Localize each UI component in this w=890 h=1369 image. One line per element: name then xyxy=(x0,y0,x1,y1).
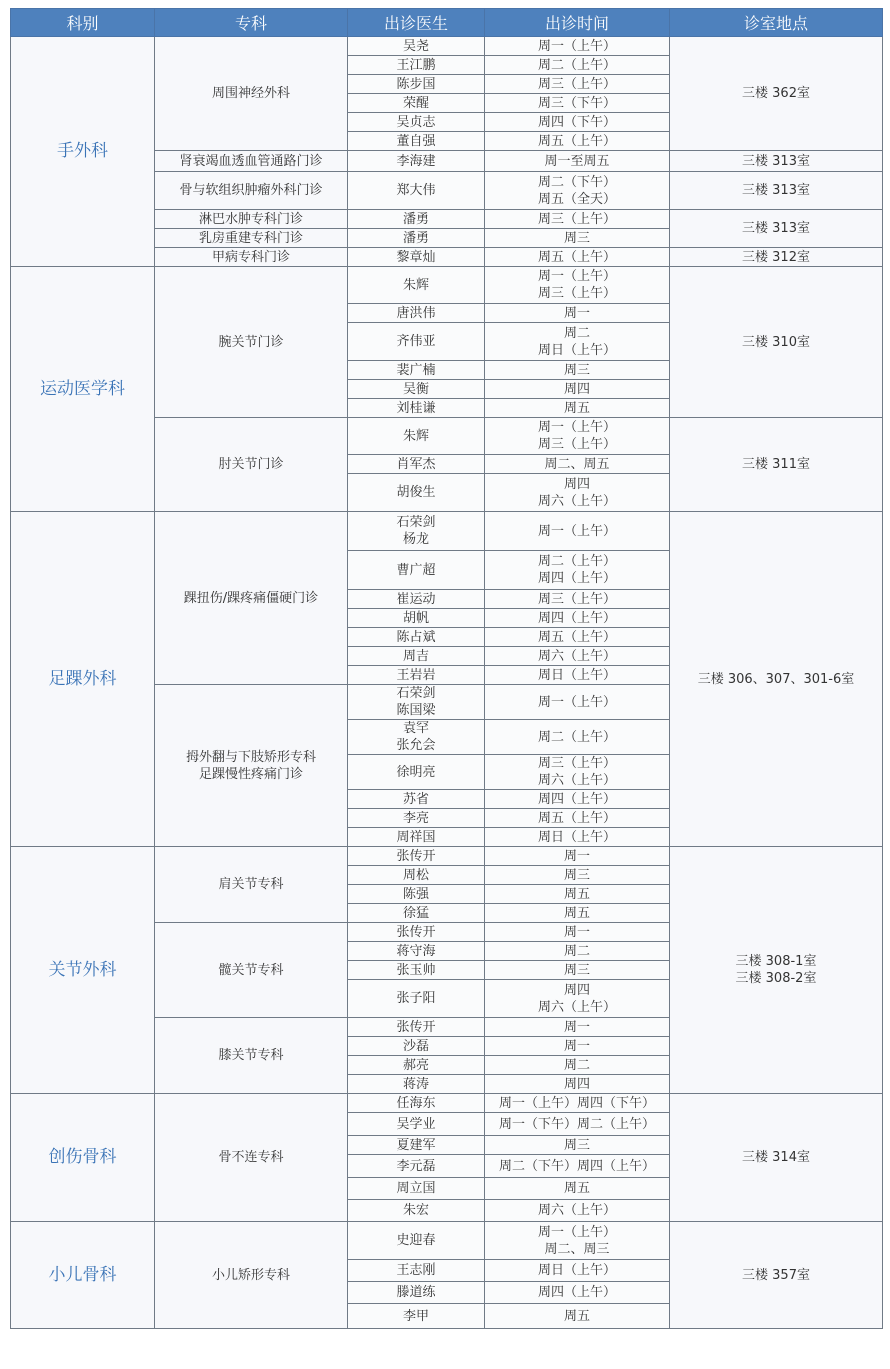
time-cell: 周三（上午） xyxy=(485,210,670,229)
doctor-cell: 刘桂谦 xyxy=(348,399,485,418)
time-cell: 周五（上午） xyxy=(485,628,670,647)
doctor-cell: 董自强 xyxy=(348,132,485,151)
time-cell: 周一 xyxy=(485,304,670,323)
doctor-cell: 黎章灿 xyxy=(348,248,485,267)
doctor-cell: 张子阳 xyxy=(348,980,485,1018)
doctor-cell: 陈步国 xyxy=(348,75,485,94)
time-cell: 周一（上午） xyxy=(485,37,670,56)
specialty-cell: 髋关节专科 xyxy=(155,923,348,1018)
room-cell: 三楼 313室 xyxy=(670,210,883,248)
time-cell: 周二 xyxy=(485,1056,670,1075)
doctor-cell: 朱宏 xyxy=(348,1200,485,1222)
time-cell: 周一（下午）周二（上午） xyxy=(485,1113,670,1136)
doctor-cell: 张传开 xyxy=(348,1018,485,1037)
time-cell: 周一（上午） xyxy=(485,685,670,720)
time-cell: 周一（上午） 周三（上午） xyxy=(485,418,670,455)
header-row xyxy=(11,9,883,37)
doctor-cell: 沙磊 xyxy=(348,1037,485,1056)
time-cell: 周一至周五 xyxy=(485,151,670,172)
time-cell: 周二（上午） xyxy=(485,720,670,755)
time-cell: 周五（上午） xyxy=(485,132,670,151)
specialty-cell: 腕关节门诊 xyxy=(155,267,348,418)
doctor-cell: 荣醒 xyxy=(348,94,485,113)
doctor-cell: 袁罕 张允会 xyxy=(348,720,485,755)
specialty-cell: 甲病专科门诊 xyxy=(155,248,348,267)
doctor-cell: 李亮 xyxy=(348,809,485,828)
header-doctor: 出诊医生 xyxy=(348,9,485,37)
time-cell: 周一 xyxy=(485,923,670,942)
time-cell: 周三（下午） xyxy=(485,94,670,113)
doctor-cell: 任海东 xyxy=(348,1094,485,1113)
doctor-cell: 齐伟亚 xyxy=(348,323,485,361)
time-cell: 周一 xyxy=(485,1037,670,1056)
time-cell: 周二（下午）周四（上午） xyxy=(485,1155,670,1178)
specialty-cell: 拇外翻与下肢矫形专科 足踝慢性疼痛门诊 xyxy=(155,685,348,847)
time-cell: 周四 xyxy=(485,1075,670,1094)
room-cell: 三楼 306、307、301-6室 xyxy=(670,512,883,847)
doctor-cell: 潘勇 xyxy=(348,229,485,248)
room-cell: 三楼 314室 xyxy=(670,1094,883,1222)
time-cell: 周四（上午） xyxy=(485,790,670,809)
doctor-cell: 唐洪伟 xyxy=(348,304,485,323)
specialty-cell: 小儿矫形专科 xyxy=(155,1222,348,1329)
room-cell: 三楼 311室 xyxy=(670,418,883,512)
doctor-cell: 朱辉 xyxy=(348,418,485,455)
time-cell: 周四 xyxy=(485,380,670,399)
time-cell: 周三（上午） 周六（上午） xyxy=(485,755,670,790)
table-row xyxy=(11,1094,883,1113)
table-row xyxy=(11,512,883,551)
time-cell: 周三 xyxy=(485,229,670,248)
doctor-cell: 张传开 xyxy=(348,847,485,866)
specialty-cell: 肩关节专科 xyxy=(155,847,348,923)
doctor-cell: 石荣剑 陈国梁 xyxy=(348,685,485,720)
doctor-cell: 史迎春 xyxy=(348,1222,485,1260)
doctor-cell: 张玉帅 xyxy=(348,961,485,980)
doctor-cell: 吴贞志 xyxy=(348,113,485,132)
doctor-cell: 蒋涛 xyxy=(348,1075,485,1094)
doctor-cell: 胡俊生 xyxy=(348,474,485,512)
time-cell: 周三 xyxy=(485,1136,670,1155)
time-cell: 周五 xyxy=(485,885,670,904)
doctor-cell: 李元磊 xyxy=(348,1155,485,1178)
header-department: 科别 xyxy=(11,9,155,37)
specialty-cell: 乳房重建专科门诊 xyxy=(155,229,348,248)
time-cell: 周日（上午） xyxy=(485,828,670,847)
room-cell: 三楼 313室 xyxy=(670,172,883,210)
header-time: 出诊时间 xyxy=(485,9,670,37)
doctor-cell: 张传开 xyxy=(348,923,485,942)
header-room: 诊室地点 xyxy=(670,9,883,37)
time-cell: 周四 周六（上午） xyxy=(485,474,670,512)
time-cell: 周五 xyxy=(485,399,670,418)
table-row xyxy=(11,37,883,56)
doctor-cell: 徐猛 xyxy=(348,904,485,923)
time-cell: 周五（上午） xyxy=(485,248,670,267)
doctor-cell: 陈占斌 xyxy=(348,628,485,647)
doctor-cell: 夏建军 xyxy=(348,1136,485,1155)
time-cell: 周一 xyxy=(485,1018,670,1037)
table-row xyxy=(11,847,883,866)
time-cell: 周四 周六（上午） xyxy=(485,980,670,1018)
room-cell: 三楼 313室 xyxy=(670,151,883,172)
time-cell: 周五 xyxy=(485,1304,670,1329)
time-cell: 周二（上午） xyxy=(485,56,670,75)
time-cell: 周二（上午） 周四（上午） xyxy=(485,551,670,590)
doctor-cell: 李海建 xyxy=(348,151,485,172)
time-cell: 周五 xyxy=(485,904,670,923)
doctor-cell: 崔运动 xyxy=(348,590,485,609)
time-cell: 周三 xyxy=(485,866,670,885)
doctor-cell: 朱辉 xyxy=(348,267,485,304)
room-cell: 三楼 310室 xyxy=(670,267,883,418)
time-cell: 周三（上午） xyxy=(485,590,670,609)
doctor-cell: 潘勇 xyxy=(348,210,485,229)
doctor-cell: 吴衡 xyxy=(348,380,485,399)
time-cell: 周二、周五 xyxy=(485,455,670,474)
doctor-cell: 裴广楠 xyxy=(348,361,485,380)
specialty-cell: 肾衰竭血透血管通路门诊 xyxy=(155,151,348,172)
time-cell: 周三 xyxy=(485,961,670,980)
doctor-cell: 滕道练 xyxy=(348,1282,485,1304)
doctor-cell: 王江鹏 xyxy=(348,56,485,75)
specialty-cell: 踝扭伤/踝疼痛僵硬门诊 xyxy=(155,512,348,685)
room-cell: 三楼 308-1室 三楼 308-2室 xyxy=(670,847,883,1094)
department-cell: 创伤骨科 xyxy=(11,1094,155,1222)
doctor-cell: 王志刚 xyxy=(348,1260,485,1282)
time-cell: 周四（上午） xyxy=(485,609,670,628)
department-cell: 关节外科 xyxy=(11,847,155,1094)
time-cell: 周一（上午） xyxy=(485,512,670,551)
time-cell: 周三 xyxy=(485,361,670,380)
doctor-cell: 郝亮 xyxy=(348,1056,485,1075)
schedule-wrapper xyxy=(10,8,882,1329)
doctor-cell: 周吉 xyxy=(348,647,485,666)
table-row xyxy=(11,1222,883,1260)
doctor-cell: 周松 xyxy=(348,866,485,885)
time-cell: 周五 xyxy=(485,1178,670,1200)
department-cell: 足踝外科 xyxy=(11,512,155,847)
time-cell: 周一 xyxy=(485,847,670,866)
specialty-cell: 骨不连专科 xyxy=(155,1094,348,1222)
time-cell: 周五（上午） xyxy=(485,809,670,828)
time-cell: 周二 周日（上午） xyxy=(485,323,670,361)
doctor-cell: 李甲 xyxy=(348,1304,485,1329)
doctor-cell: 石荣剑 杨龙 xyxy=(348,512,485,551)
department-cell: 运动医学科 xyxy=(11,267,155,512)
doctor-cell: 吴尧 xyxy=(348,37,485,56)
specialty-cell: 淋巴水肿专科门诊 xyxy=(155,210,348,229)
doctor-cell: 吴学业 xyxy=(348,1113,485,1136)
time-cell: 周二（下午） 周五（全天） xyxy=(485,172,670,210)
time-cell: 周四（下午） xyxy=(485,113,670,132)
time-cell: 周三（上午） xyxy=(485,75,670,94)
specialty-cell: 肘关节门诊 xyxy=(155,418,348,512)
specialty-cell: 骨与软组织肿瘤外科门诊 xyxy=(155,172,348,210)
room-cell: 三楼 362室 xyxy=(670,37,883,151)
doctor-cell: 周立国 xyxy=(348,1178,485,1200)
department-cell: 手外科 xyxy=(11,37,155,267)
doctor-cell: 胡帆 xyxy=(348,609,485,628)
doctor-cell: 曹广超 xyxy=(348,551,485,590)
time-cell: 周一（上午） 周二、周三 xyxy=(485,1222,670,1260)
time-cell: 周一（上午）周四（下午） xyxy=(485,1094,670,1113)
header-specialty: 专科 xyxy=(155,9,348,37)
room-cell: 三楼 312室 xyxy=(670,248,883,267)
department-cell: 小儿骨科 xyxy=(11,1222,155,1329)
table-row xyxy=(11,267,883,304)
doctor-cell: 徐明亮 xyxy=(348,755,485,790)
time-cell: 周日（上午） xyxy=(485,666,670,685)
clinic-schedule-table xyxy=(10,8,883,1329)
doctor-cell: 苏省 xyxy=(348,790,485,809)
room-cell: 三楼 357室 xyxy=(670,1222,883,1329)
specialty-cell: 膝关节专科 xyxy=(155,1018,348,1094)
doctor-cell: 王岩岩 xyxy=(348,666,485,685)
specialty-cell: 周围神经外科 xyxy=(155,37,348,151)
time-cell: 周日（上午） xyxy=(485,1260,670,1282)
doctor-cell: 肖军杰 xyxy=(348,455,485,474)
time-cell: 周六（上午） xyxy=(485,647,670,666)
time-cell: 周六（上午） xyxy=(485,1200,670,1222)
doctor-cell: 陈强 xyxy=(348,885,485,904)
doctor-cell: 郑大伟 xyxy=(348,172,485,210)
time-cell: 周一（上午） 周三（上午） xyxy=(485,267,670,304)
time-cell: 周四（上午） xyxy=(485,1282,670,1304)
doctor-cell: 周祥国 xyxy=(348,828,485,847)
doctor-cell: 蒋守海 xyxy=(348,942,485,961)
time-cell: 周二 xyxy=(485,942,670,961)
